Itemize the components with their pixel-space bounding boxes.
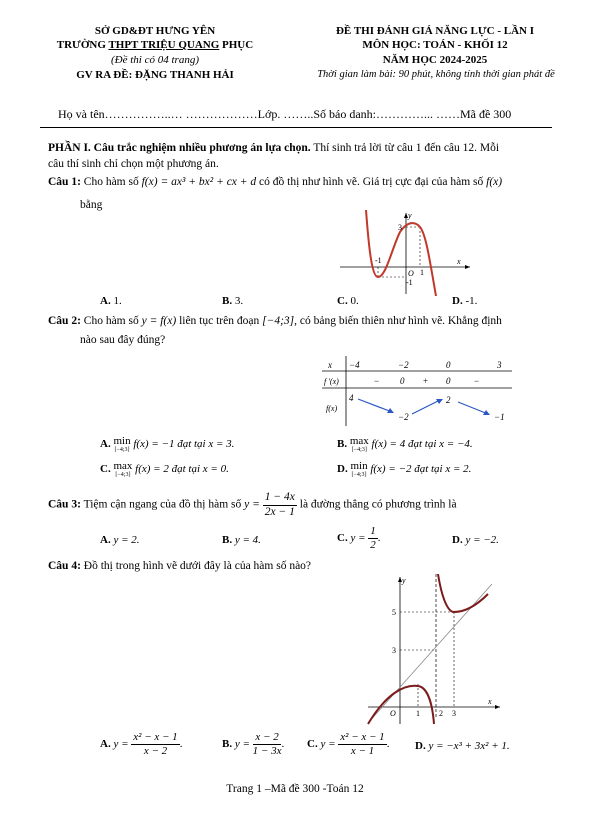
q1-option-c-value: 0.: [347, 295, 359, 307]
q3-text: [48, 492, 457, 518]
q4-label-x2: 2: [439, 709, 443, 718]
q4-x-arrow: [495, 705, 500, 709]
q4-curve-right: [438, 574, 488, 612]
q2-b-op: max: [349, 435, 369, 447]
q2-f-val-0: 4: [349, 393, 354, 403]
q1-option-d[interactable]: [452, 295, 477, 307]
q4-label-3: 3: [392, 646, 396, 655]
divider: [40, 127, 552, 128]
q3-y-eq: y =: [244, 498, 260, 511]
q1-option-d-value: -1.: [462, 295, 478, 307]
q3-c-pre: C. y =: [337, 532, 366, 545]
q2-a-op: min: [113, 435, 131, 447]
q4-option-a[interactable]: A. y = $\frac{\text{x² − x − 1}}{x - 2}$ .: [100, 731, 183, 757]
school-suffix: PHỤC: [219, 39, 254, 51]
q3-text-b: là đường thẳng có phương trình là: [296, 498, 457, 511]
q3-option-d[interactable]: [452, 534, 499, 546]
q2-text-b: liên tục trên đoạn: [176, 315, 263, 327]
school-prefix: TRƯỜNG: [56, 39, 109, 51]
q4-text: [48, 560, 311, 572]
q4-c-den: x − 1: [350, 745, 375, 757]
q2-d-op: min: [350, 460, 368, 472]
school-name: [25, 39, 285, 51]
q4-label-y: y: [402, 576, 406, 585]
q3-label: Câu 3:: [48, 498, 81, 511]
q3-option-a[interactable]: [100, 534, 140, 546]
q4-a-num: x² − x − 1: [133, 731, 178, 743]
q2-fp-sign-2: +: [423, 376, 429, 386]
q2-c-text: f(x) = 2 đạt tại x = 0.: [135, 463, 229, 476]
q2-x-val-3: 3: [497, 360, 502, 370]
q4-d-text: y = −x³ + 3x² + 1.: [428, 740, 510, 752]
q1-label-3: 3: [398, 223, 402, 232]
q2-d-label: D.: [337, 463, 348, 476]
q2-fp-sign-4: −: [474, 376, 480, 386]
school-underlined: THPT TRIỆU QUANG: [108, 39, 220, 51]
q2-b-text: f(x) = 4 đạt tại x = −4.: [371, 438, 473, 451]
q1-text-c: bằng: [80, 199, 103, 211]
q3-d-text: D. y = −2.: [452, 534, 499, 546]
q4-label-x3: 3: [452, 709, 456, 718]
q2-c-label: C.: [100, 463, 111, 476]
q1-option-b-label: B.: [222, 295, 233, 307]
q2-a-label: A.: [100, 438, 111, 451]
q1-func: f(x) = ax³ + bx² + cx + d: [141, 176, 257, 188]
q4-graph: [366, 574, 506, 726]
q2-label: Câu 2:: [48, 315, 81, 327]
q2-x-val-0: −4: [349, 360, 360, 370]
q2-option-b[interactable]: [337, 436, 473, 453]
q1-text-b: có đồ thị như hình vẽ. Giá trị cực đại của hàm số: [256, 176, 487, 188]
subject: MÔN HỌC: TOÁN - KHỐI 12: [362, 39, 508, 51]
q3-c-den: 2: [370, 539, 376, 551]
q2-b-sub: [−4;3]: [351, 447, 367, 453]
q1-label-1: 1: [420, 268, 424, 277]
q2-d-sub: [−4;3]: [351, 472, 367, 478]
part1-title: PHẦN I. Câu trắc nghiệm nhiều phương án lựa chọn.: [48, 142, 311, 154]
q4-b-num: x − 2: [253, 732, 282, 745]
q2-f-val-1: −2: [398, 412, 409, 422]
q2-interval: [−4;3]: [262, 315, 295, 327]
q2-option-c[interactable]: [100, 461, 229, 478]
q2-f-label: f(x): [326, 404, 338, 413]
exam-title: ĐỀ THI ĐÁNH GIÁ NĂNG LỰC - LẦN I: [335, 25, 535, 37]
q4-c-fraction: [338, 732, 386, 757]
q2-a-text: f(x) = −1 đạt tại x = 3.: [133, 438, 235, 451]
q1-option-b[interactable]: [222, 295, 243, 307]
page-footer: Trang 1 –Mã đề 300 -Toán 12: [226, 783, 364, 795]
q3-option-c[interactable]: C. y = $\frac{1}{2}$ .: [337, 525, 381, 551]
q1-label-neg1y: -1: [406, 278, 413, 287]
q4-b-pre: y =: [234, 738, 250, 751]
q2-f-val-2: 2: [446, 395, 451, 405]
q3-b-text: B. y = 4.: [222, 534, 261, 546]
q4-label-o: O: [390, 709, 396, 718]
q2-text-a: Cho hàm số: [80, 315, 142, 327]
q4-label-x1: 1: [416, 709, 420, 718]
part1-instr2: câu thí sinh chỉ chọn một phương án.: [48, 158, 219, 170]
q2-fp-sign-3: 0: [446, 376, 451, 386]
teacher-name: GV RA ĐỀ: ĐẶNG THANH HẢI: [76, 69, 234, 81]
q1-option-a-label: A.: [100, 295, 111, 307]
q1-text-a: Cho hàm số: [80, 176, 142, 188]
q4-label: Câu 4:: [48, 560, 81, 572]
q2-x-val-2: 0: [446, 360, 451, 370]
q1-option-c[interactable]: [337, 295, 359, 307]
q1-label-x: x: [457, 257, 461, 266]
student-info-line: Họ và tên……………..… ………………Lớp. ……..Số báo danh:…………... ……Mã đề 300: [58, 107, 512, 121]
q2-func: y = f(x): [141, 315, 177, 327]
page-count-note: (Đề thi có 04 trang): [111, 54, 199, 66]
q1-option-c-label: C.: [337, 295, 348, 307]
q4-d-label: D.: [415, 740, 426, 752]
exam-duration: Thời gian làm bài: 90 phút, không tính thời gian phát đề: [317, 69, 555, 80]
q1-label: Câu 1:: [48, 176, 81, 188]
q4-option-c[interactable]: C. y = $\frac{\text{x² − x − 1}}{x - 1}$ .: [307, 731, 390, 757]
q4-c-pre: y =: [320, 738, 336, 751]
q1-fx: f(x): [486, 176, 503, 188]
q3-text-a: Tiệm cận ngang của đồ thị hàm số: [80, 498, 245, 511]
q4-option-d[interactable]: [415, 740, 510, 752]
q2-option-d[interactable]: [337, 461, 471, 478]
q2-text-d: nào sau đây đúng?: [80, 334, 166, 346]
q2-d-text: f(x) = −2 đạt tại x = 2.: [370, 463, 472, 476]
q2-c-sub: [−4;3]: [115, 472, 131, 478]
q1-x-arrow: [465, 265, 470, 269]
q2-a-sub: [−4;3]: [114, 447, 130, 453]
q4-question: Đồ thị trong hình vẽ dưới đây là của hàm số nào?: [80, 560, 312, 572]
q3-num: 1 − 4x: [263, 492, 297, 506]
q4-label-x: x: [488, 697, 492, 706]
q2-option-a[interactable]: [100, 436, 234, 453]
q2-text-c: , có bảng biến thiên như hình vẽ. Khẳng định: [294, 315, 502, 327]
dept-name: SỞ GD&ĐT HƯNG YÊN: [94, 25, 216, 37]
q3-c-fraction: [368, 526, 378, 551]
q4-a-pre: y =: [113, 738, 129, 751]
q4-b-label: B.: [222, 738, 233, 751]
q2-x-label: x: [328, 360, 332, 370]
part1-heading: [48, 142, 568, 154]
q2-c-op: max: [113, 460, 133, 472]
q3-a-text: A. y = 2.: [100, 534, 140, 546]
q1-text: [48, 176, 502, 188]
q2-f-val-3: −1: [494, 412, 505, 422]
q2-text: [48, 315, 502, 327]
q1-graph: [338, 210, 474, 296]
q3-fraction: [263, 492, 297, 518]
q1-option-d-label: D.: [452, 295, 463, 307]
q1-option-b-value: 3.: [232, 295, 244, 307]
q4-option-b[interactable]: B. y = $\frac{x - 2}{1 - 3x}$ .: [222, 731, 285, 757]
q2-x-val-1: −2: [398, 360, 409, 370]
part1-instr1: Thí sinh trả lời từ câu 1 đến câu 12. Mỗi: [310, 142, 500, 154]
q2-fp-label: f '(x): [324, 377, 339, 386]
q4-b-den: 1 − 3x: [252, 745, 282, 757]
q4-c-num: x² − x − 1: [340, 731, 385, 743]
q3-den: 2x − 1: [264, 505, 295, 518]
school-year: NĂM HỌC 2024-2025: [382, 54, 488, 66]
q4-c-label: C.: [307, 738, 318, 751]
q2-fp-sign-1: 0: [400, 376, 405, 386]
q4-a-den: x − 2: [143, 745, 168, 757]
q4-curve-left: [368, 686, 434, 724]
q1-label-y: y: [408, 211, 412, 220]
q1-label-o: O: [408, 269, 414, 278]
q4-a-fraction: [131, 732, 179, 757]
q2-variation-table: [322, 356, 514, 428]
q4-b-fraction: [253, 732, 282, 757]
q2-b-label: B.: [337, 438, 348, 451]
q3-c-num: 1: [370, 525, 376, 537]
q4-a-label: A.: [100, 738, 111, 751]
q4-label-5: 5: [392, 608, 396, 617]
q2-fp-sign-0: −: [374, 376, 380, 386]
q1-option-a-value: 1.: [110, 295, 122, 307]
q3-option-b[interactable]: [222, 534, 261, 546]
q1-option-a[interactable]: [100, 295, 122, 307]
q1-label-neg1x: -1: [375, 256, 382, 265]
